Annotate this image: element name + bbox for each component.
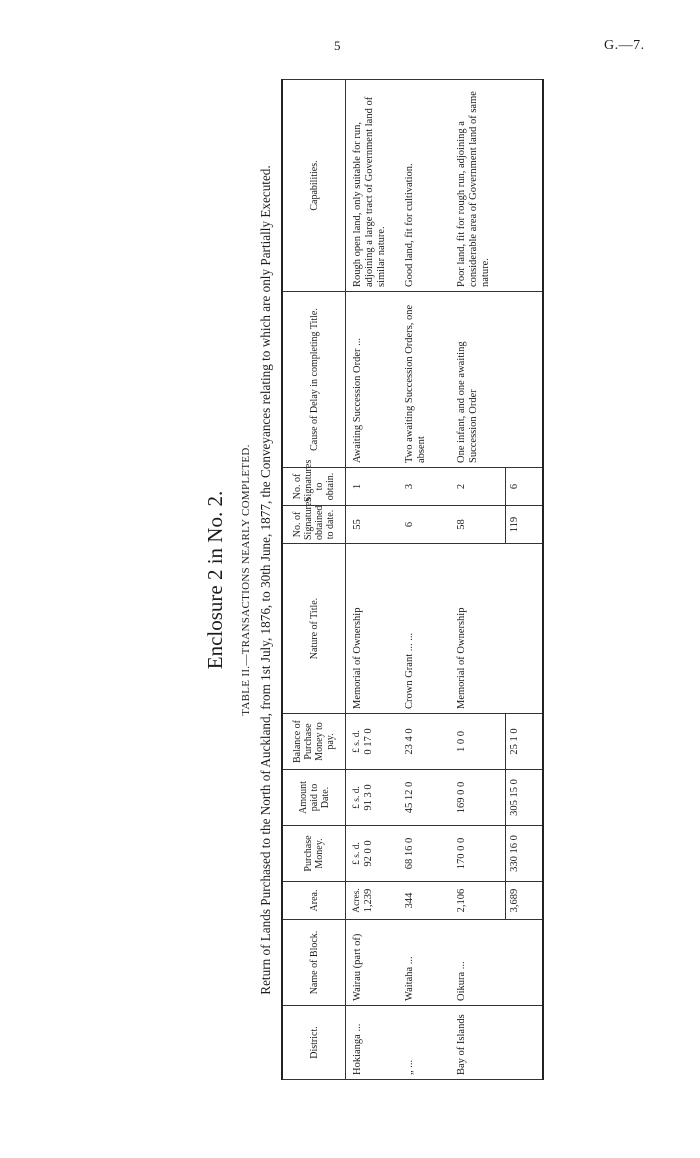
- capabilities-cell: Rough open land, only suitable for run, adjoining a large tract of Government land of similar nature.: [346, 80, 402, 292]
- col-title: Nature of Title.: [282, 544, 346, 714]
- purchase-money-cell: [346, 826, 402, 882]
- area-cell: 344: [401, 882, 453, 920]
- col-sig-obtained: No. of Signatures obtained to date.: [282, 506, 346, 544]
- page-number: 5: [334, 38, 341, 53]
- cause-cell: Awaiting Succession Order ...: [346, 292, 402, 468]
- block-cell: Wairau (part of): [346, 920, 402, 1006]
- purchase-money-cell: 68 16 0: [401, 826, 453, 882]
- col-district: District.: [282, 1006, 346, 1080]
- title-cell: Memorial of Ownership: [346, 544, 402, 714]
- area-units: Acres.: [352, 888, 362, 913]
- block-cell: Waitaha ...: [401, 920, 453, 1006]
- table-row: [346, 80, 402, 1080]
- col-block: Name of Block.: [282, 920, 346, 1006]
- balance-cell: [346, 714, 402, 770]
- empty-cell: [506, 1006, 544, 1080]
- enclosure-title: Enclosure 2 in No. 2.: [203, 490, 227, 670]
- header-row: [282, 80, 346, 1080]
- money-units: £ s. d.: [352, 842, 362, 865]
- col-sig-to-obtain: No. of Signatures to obtain.: [282, 468, 346, 506]
- capabilities-cell: Good land, fit for cultivation.: [401, 80, 453, 292]
- money-units: £ s. d.: [352, 786, 362, 809]
- capabilities-cell: Poor land, fit for rough run, adjoining a considerable area of Government land of same nature.: [453, 80, 506, 292]
- empty-cell: [506, 80, 544, 292]
- cause-cell: Two awaiting Succession Orders, one absent: [401, 292, 453, 468]
- area-cell: 2,106: [453, 882, 506, 920]
- balance-value: 0 17 0: [362, 728, 374, 755]
- amount-paid-cell: 169 0 0: [453, 770, 506, 826]
- empty-cell: [506, 544, 544, 714]
- sig-to-obtain-cell: 1: [346, 468, 402, 506]
- total-sig-to-obtain: 6: [506, 468, 544, 506]
- total-sig-obtained: 119: [506, 506, 544, 544]
- document-series: G.—7.: [604, 38, 645, 53]
- col-purchase-money: Purchase Money.: [282, 826, 346, 882]
- col-amount-paid: Amount paid to Date.: [282, 770, 346, 826]
- return-description: Return of Lands Purchased to the North of Auckland, from 1st July, 1876, to 30th June, 1877, the Conveyances relating to which are only Partially Executed.: [258, 165, 273, 995]
- empty-cell: [506, 292, 544, 468]
- area-value: 1,239: [362, 888, 374, 913]
- balance-cell: 23 4 0: [401, 714, 453, 770]
- sig-obtained-cell: 6: [401, 506, 453, 544]
- title-cell: Crown Grant ... ...: [401, 544, 453, 714]
- balance-cell: 1 0 0: [453, 714, 506, 770]
- col-area: Area.: [282, 882, 346, 920]
- sig-obtained-cell: 58: [453, 506, 506, 544]
- area-cell: [346, 882, 402, 920]
- col-cause: Cause of Delay in completing Title.: [282, 292, 346, 468]
- empty-cell: [506, 920, 544, 1006]
- cause-cell: One infant, and one awaiting Succession Order: [453, 292, 506, 468]
- purchase-money-cell: 170 0 0: [453, 826, 506, 882]
- district-cell: Hokianga ...: [346, 1006, 402, 1080]
- total-area: 3,689: [506, 882, 544, 920]
- total-balance: 25 1 0: [506, 714, 544, 770]
- table-row: [401, 80, 453, 1080]
- purchase-money-value: 92 0 0: [362, 840, 374, 867]
- col-balance: Balance of Purchase Money to pay.: [282, 714, 346, 770]
- money-units: £ s. d.: [352, 730, 362, 753]
- amount-paid-value: 91 3 0: [362, 784, 374, 811]
- table-row: [453, 80, 506, 1080]
- sig-to-obtain-cell: 3: [401, 468, 453, 506]
- total-amount-paid: 305 15 0: [506, 770, 544, 826]
- rotated-content: [203, 80, 523, 1080]
- totals-row: [506, 80, 544, 1080]
- amount-paid-cell: [346, 770, 402, 826]
- total-purchase-money: 330 16 0: [506, 826, 544, 882]
- col-capabilities: Capabilities.: [282, 80, 346, 292]
- district-cell: „ ...: [401, 1006, 453, 1080]
- district-cell: Bay of Islands: [453, 1006, 506, 1080]
- amount-paid-cell: 45 12 0: [401, 770, 453, 826]
- table-title: TABLE II.—TRANSACTIONS NEARLY COMPLETED.: [240, 444, 252, 716]
- block-cell: Oikura ...: [453, 920, 506, 1006]
- sig-obtained-cell: 55: [346, 506, 402, 544]
- sig-to-obtain-cell: 2: [453, 468, 506, 506]
- title-cell: Memorial of Ownership: [453, 544, 506, 714]
- lands-table: [281, 79, 544, 1080]
